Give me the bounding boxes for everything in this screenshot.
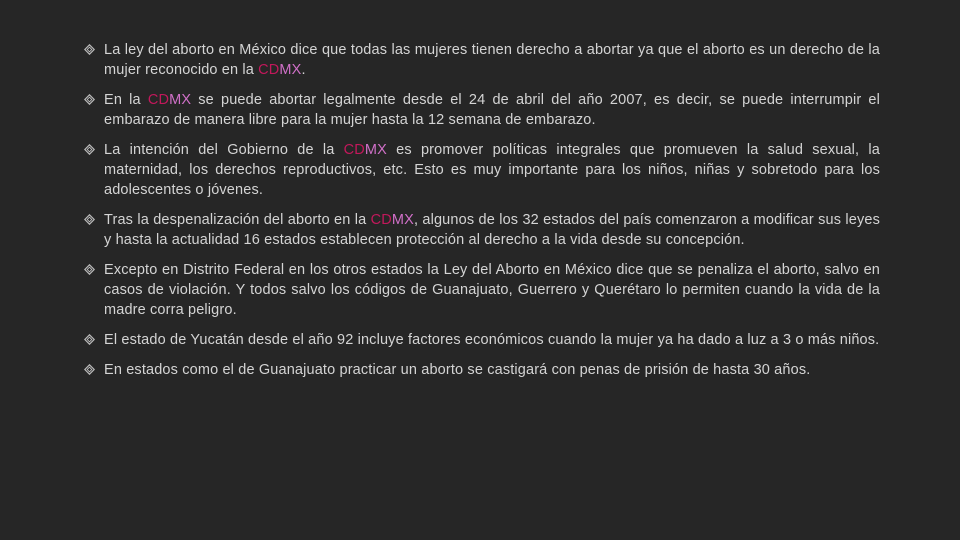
diamond-bullet-icon bbox=[84, 364, 95, 375]
bullet-item bbox=[84, 360, 880, 380]
cdmx-highlight: MX bbox=[279, 62, 302, 78]
bullet-item bbox=[84, 260, 880, 320]
cdmx-highlight: CD bbox=[147, 92, 170, 108]
bullet-list bbox=[84, 40, 880, 380]
bullet-text: La ley del aborto en México dice que todas las mujeres tienen derecho a abortar ya que el aborto es un derecho de la mujer reconocido en la bbox=[104, 42, 880, 78]
bullet-text: El estado de Yucatán desde el año 92 incluye factores económicos cuando la mujer ya ha dado a luz a 3 o más niños. bbox=[104, 332, 880, 348]
bullet-item bbox=[84, 330, 880, 350]
cdmx-highlight: MX bbox=[364, 142, 387, 158]
bullet-item bbox=[84, 140, 880, 200]
bullet-text: En la bbox=[104, 92, 148, 108]
bullet-text: Tras la despenalización del aborto en la bbox=[104, 212, 371, 228]
diamond-bullet-icon bbox=[84, 334, 95, 345]
diamond-bullet-icon bbox=[84, 44, 95, 55]
diamond-bullet-icon bbox=[84, 214, 95, 225]
diamond-bullet-icon bbox=[84, 264, 95, 275]
cdmx-highlight: MX bbox=[391, 212, 414, 228]
cdmx-highlight: CD bbox=[258, 62, 280, 78]
bullet-text: , algunos de los 32 estados del país comenzaron a modificar sus leyes y hasta la actualidad 16 estados establecen protección al derecho a la vida desde su concepción. bbox=[104, 212, 880, 248]
bullet-item bbox=[84, 90, 880, 130]
cdmx-highlight: MX bbox=[169, 92, 192, 108]
bullet-text: En estados como el de Guanajuato practicar un aborto se castigará con penas de prisión de hasta 30 años. bbox=[104, 362, 811, 378]
bullet-text: es promover políticas integrales que promueven la salud sexual, la maternidad, los derechos reproductivos, etc. Esto es muy importante para los niños, niñas y sobretodo para los adolescentes o jóvenes. bbox=[104, 142, 880, 198]
bullet-item bbox=[84, 210, 880, 250]
bullet-text: . bbox=[301, 62, 306, 78]
diamond-bullet-icon bbox=[84, 144, 95, 155]
bullet-text: Excepto en Distrito Federal en los otros estados la Ley del Aborto en México dice que se penaliza el aborto, salvo en casos de violación. Y todos salvo los códigos de Guanajuato, Guerrero y Querétaro lo permiten cuando la vida de la madre corra peligro. bbox=[104, 262, 880, 318]
bullet-text: se puede abortar legalmente desde el 24 de abril del año 2007, es decir, se puede interrumpir el embarazo de manera libre para la mujer hasta la 12 semana de embarazo. bbox=[104, 92, 881, 128]
cdmx-highlight: CD bbox=[343, 142, 365, 158]
bullet-item bbox=[84, 40, 880, 80]
bullet-text: La intención del Gobierno de la bbox=[104, 142, 344, 158]
diamond-bullet-icon bbox=[84, 94, 95, 105]
cdmx-highlight: CD bbox=[370, 212, 392, 228]
